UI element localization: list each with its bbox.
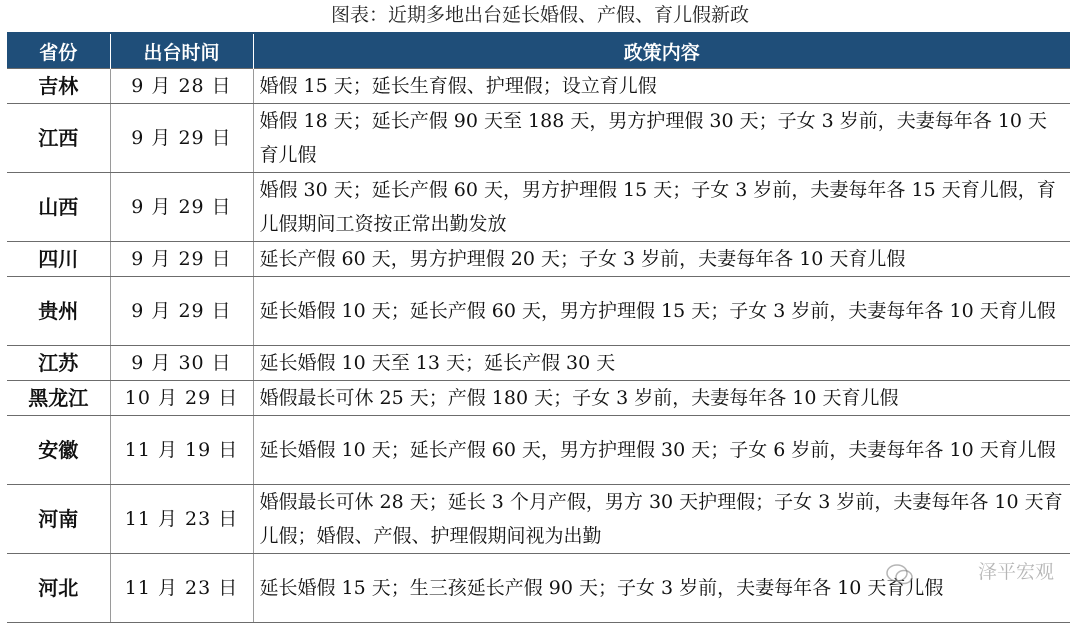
cell-policy: 婚假 15 天；延长生育假、护理假；设立育儿假 (253, 69, 1070, 104)
cell-date: 11 月 23 日 (110, 554, 253, 623)
table-row (7, 69, 1070, 104)
cell-date: 11 月 23 日 (110, 485, 253, 554)
cell-date: 9 月 30 日 (110, 346, 253, 381)
cell-policy: 延长婚假 10 天；延长产假 60 天，男方护理假 30 天；子女 6 岁前，夫妻每年各 10 天育儿假 (253, 416, 1070, 485)
table-row (7, 173, 1070, 242)
cell-date: 11 月 19 日 (110, 416, 253, 485)
header-province: 省份 (7, 33, 110, 69)
cell-date: 9 月 28 日 (110, 69, 253, 104)
cell-province: 山西 (7, 173, 110, 242)
cell-province: 黑龙江 (7, 381, 110, 416)
cell-date: 9 月 29 日 (110, 242, 253, 277)
cell-policy: 婚假最长可休 28 天；延长 3 个月产假，男方 30 天护理假；子女 3 岁前，夫妻每年各 10 天育儿假；婚假、产假、护理假期间视为出勤 (253, 485, 1070, 554)
table-row (7, 277, 1070, 346)
table-row (7, 485, 1070, 554)
cell-province: 四川 (7, 242, 110, 277)
table-header-row (7, 33, 1070, 69)
wechat-icon (885, 563, 915, 587)
table-row (7, 346, 1070, 381)
watermark: 泽平宏观 (977, 561, 1054, 583)
cell-province: 贵州 (7, 277, 110, 346)
cell-date: 9 月 29 日 (110, 173, 253, 242)
table-row (7, 104, 1070, 173)
cell-province: 吉林 (7, 69, 110, 104)
cell-province: 江西 (7, 104, 110, 173)
cell-policy: 延长婚假 10 天；延长产假 60 天，男方护理假 15 天；子女 3 岁前，夫妻每年各 10 天育儿假 (253, 277, 1070, 346)
cell-province: 河南 (7, 485, 110, 554)
cell-province: 安徽 (7, 416, 110, 485)
table-row (7, 242, 1070, 277)
table-row (7, 381, 1070, 416)
cell-policy: 婚假最长可休 25 天；产假 180 天；子女 3 岁前，夫妻每年各 10 天育儿假 (253, 381, 1070, 416)
table-caption: 图表：近期多地出台延长婚假、产假、育儿假新政 (330, 4, 749, 26)
cell-province: 江苏 (7, 346, 110, 381)
cell-province: 河北 (7, 554, 110, 623)
cell-policy: 婚假 30 天；延长产假 60 天，男方护理假 15 天；子女 3 岁前，夫妻每年各 15 天育儿假，育儿假期间工资按正常出勤发放 (253, 173, 1070, 242)
cell-date: 9 月 29 日 (110, 277, 253, 346)
cell-policy: 婚假 18 天；延长产假 90 天至 188 天，男方护理假 30 天；子女 3 岁前，夫妻每年各 10 天育儿假 (253, 104, 1070, 173)
cell-policy: 延长婚假 10 天至 13 天；延长产假 30 天 (253, 346, 1070, 381)
header-date: 出台时间 (110, 33, 253, 69)
cell-date: 10 月 29 日 (110, 381, 253, 416)
header-policy: 政策内容 (253, 33, 1070, 69)
table-row (7, 416, 1070, 485)
policy-table (7, 32, 1070, 623)
cell-policy: 延长婚假 15 天；生三孩延长产假 90 天；子女 3 岁前，夫妻每年各 10 天育儿假 (253, 554, 1070, 623)
cell-policy: 延长产假 60 天，男方护理假 20 天；子女 3 岁前，夫妻每年各 10 天育儿假 (253, 242, 1070, 277)
cell-date: 9 月 29 日 (110, 104, 253, 173)
